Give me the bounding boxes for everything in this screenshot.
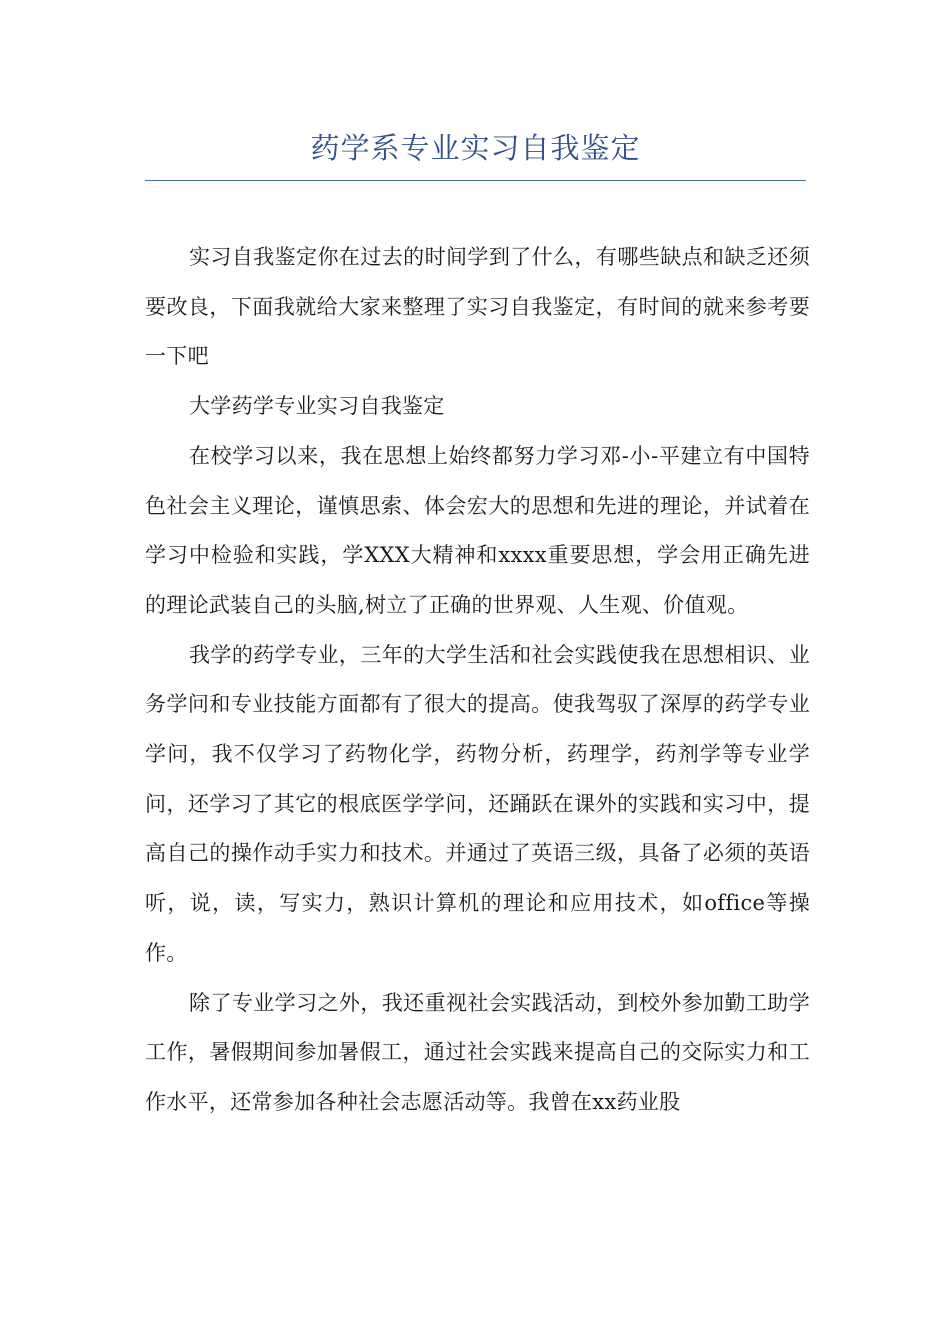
paragraph-major: 我学的药学专业，三年的大学生活和社会实践使我在思想相识、业务学问和专业技能方面都有了很大的提高。使我驾驭了深厚的药学专业学问，我不仅学习了药物化学，药物分析，药理学，药剂学等专业学问，还学习了其它的根底医学学问，还踊跃在课外的实践和实习中，提高自己的操作动手实力和技术。并通过了英语三级，具备了必须的英语听，说，读，写实力，熟识计算机的理论和应用技术，如office等操作。 [145,642,810,965]
paragraph-ideology: 在校学习以来，我在思想上始终都努力学习邓-小-平建立有中国特色社会主义理论，谨慎思索、体会宏大的思想和先进的理论，并试着在学习中检验和实践，学XXX大精神和xxxx重要思想，学会用正确先进的理论武装自己的头脑,树立了正确的世界观、人生观、价值观。 [145,443,810,617]
paragraph-intro: 实习自我鉴定你在过去的时间学到了什么，有哪些缺点和缺乏还须要改良，下面我就给大家来整理了实习自我鉴定，有时间的就来参考要一下吧 [145,245,810,369]
paragraph-practice: 除了专业学习之外，我还重视社会实践活动，到校外参加勤工助学工作，暑假期间参加暑假工，通过社会实践来提高自己的交际实力和工作水平，还常参加各种社会志愿活动等。我曾在xx药业股 [145,990,810,1114]
paragraph-subheading: 大学药学专业实习自我鉴定 [189,394,445,419]
document-title: 药学系专业实习自我鉴定 [310,131,641,165]
document-body [145,233,810,1128]
title-underline [145,180,806,181]
